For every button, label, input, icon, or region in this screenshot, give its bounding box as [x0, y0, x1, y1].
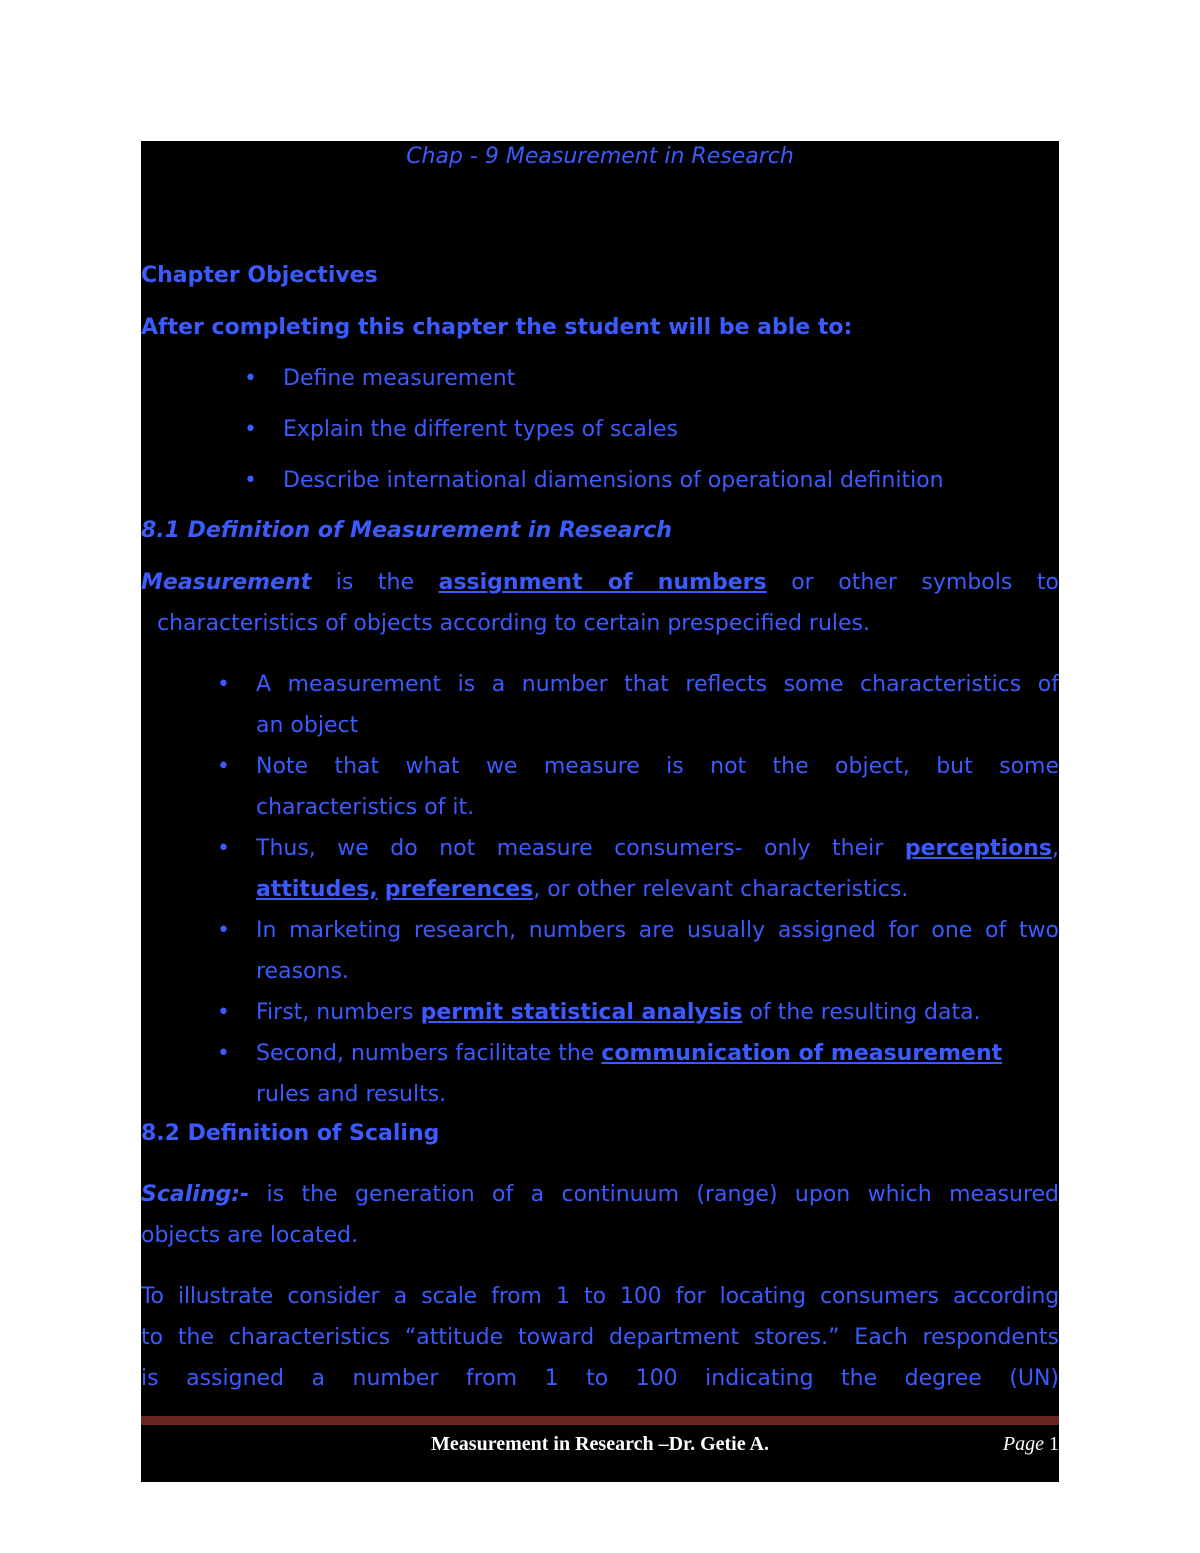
objective-text: Define measurement: [283, 366, 516, 391]
bullet-line: In marketing research, numbers are usually assigned for one of two: [256, 918, 1059, 943]
footer-title: Measurement in Research –Dr. Getie A.: [431, 1433, 769, 1455]
definition-emphasis: assignment of numbers: [438, 570, 767, 595]
illustration-line1: To illustrate consider a scale from 1 to 100 for locating consumers according: [141, 1284, 1059, 1309]
scaling-term: Scaling:-: [141, 1182, 250, 1207]
measurement-bullets: [141, 664, 1059, 1115]
list-item: [141, 353, 1059, 404]
list-item: [141, 828, 1059, 910]
list-item: [141, 746, 1059, 828]
definition-text: is the generation of a continuum (range) upon which measured: [249, 1182, 1059, 1207]
illustration-line3: is assigned a number from 1 to 100 indicating the degree (UN): [141, 1366, 1059, 1391]
bullet-line: [256, 992, 1059, 1033]
emphasis-perceptions: perceptions: [904, 836, 1052, 861]
list-item: [141, 1033, 1059, 1115]
bullet-icon: •: [217, 672, 230, 697]
bullet-text: Thus, we do not measure consumers- only their: [256, 836, 905, 861]
bullet-icon: •: [217, 918, 230, 943]
definition-text: is the: [311, 570, 439, 595]
emphasis-preferences: preferences: [384, 877, 534, 902]
illustration-line2: to the characteristics “attitude toward department stores.” Each respondents: [141, 1325, 1059, 1350]
definition-term: Measurement: [141, 570, 312, 595]
list-item: [141, 455, 1059, 506]
footer-page-number: [1003, 1431, 1059, 1457]
definition-text: or other symbols to: [766, 570, 1059, 595]
measurement-definition-line2: characteristics of objects according to certain prespecified rules.: [157, 611, 871, 636]
document-page: [141, 141, 1059, 1482]
bullet-icon: •: [217, 1000, 230, 1025]
bullet-icon: •: [217, 754, 230, 779]
bullet-text: First, numbers: [256, 1000, 421, 1025]
bullet-line: rules and results.: [256, 1082, 447, 1107]
section-heading-scaling: 8.2 Definition of Scaling: [141, 1121, 440, 1146]
objective-text: Describe international diamensions of operational definition: [283, 468, 944, 493]
bullet-line: A measurement is a number that reflects some characteristics of: [256, 672, 1059, 697]
list-item: [141, 992, 1059, 1033]
emphasis-communication: communication of measurement: [601, 1041, 1003, 1066]
bullet-text: , or other relevant characteristics.: [533, 877, 909, 902]
objectives-list: [141, 353, 1059, 506]
page-number: 1: [1049, 1433, 1059, 1455]
bullet-icon: •: [217, 836, 230, 861]
bullet-text: [378, 877, 385, 902]
measurement-definition-line1: [141, 562, 1059, 603]
emphasis-attitudes: attitudes,: [256, 877, 378, 902]
bullet-line: Note that what we measure is not the object, but some: [256, 754, 1059, 779]
bullet-line: an object: [256, 713, 359, 738]
bullet-text: Second, numbers facilitate the: [256, 1041, 602, 1066]
bullet-line: reasons.: [256, 959, 349, 984]
bullet-icon: •: [244, 417, 257, 442]
bullet-text: ,: [1052, 836, 1059, 861]
bullet-icon: •: [217, 1041, 230, 1066]
scaling-definition-line1: [141, 1174, 1059, 1215]
list-item: [141, 404, 1059, 455]
bullet-text: of the resulting data.: [742, 1000, 981, 1025]
bullet-icon: •: [244, 468, 257, 493]
bullet-line: characteristics of it.: [256, 795, 475, 820]
page-label: Page: [1002, 1433, 1044, 1455]
page-header-title: Chap - 9 Measurement in Research: [406, 144, 794, 169]
objective-text: Explain the different types of scales: [283, 417, 679, 442]
bullet-icon: •: [244, 366, 257, 391]
emphasis-statistical-analysis: permit statistical analysis: [420, 1000, 743, 1025]
list-item: [141, 910, 1059, 992]
bullet-line: [256, 828, 1059, 869]
list-item: [141, 664, 1059, 746]
footer-divider: [141, 1416, 1059, 1425]
bullet-line: [256, 869, 1059, 910]
objectives-heading: Chapter Objectives: [141, 263, 378, 288]
objectives-intro: After completing this chapter the student will be able to:: [141, 315, 853, 340]
section-heading-measurement: 8.1 Definition of Measurement in Research: [141, 518, 673, 543]
scaling-definition-line2: objects are located.: [141, 1223, 359, 1248]
bullet-line: [256, 1033, 1059, 1074]
